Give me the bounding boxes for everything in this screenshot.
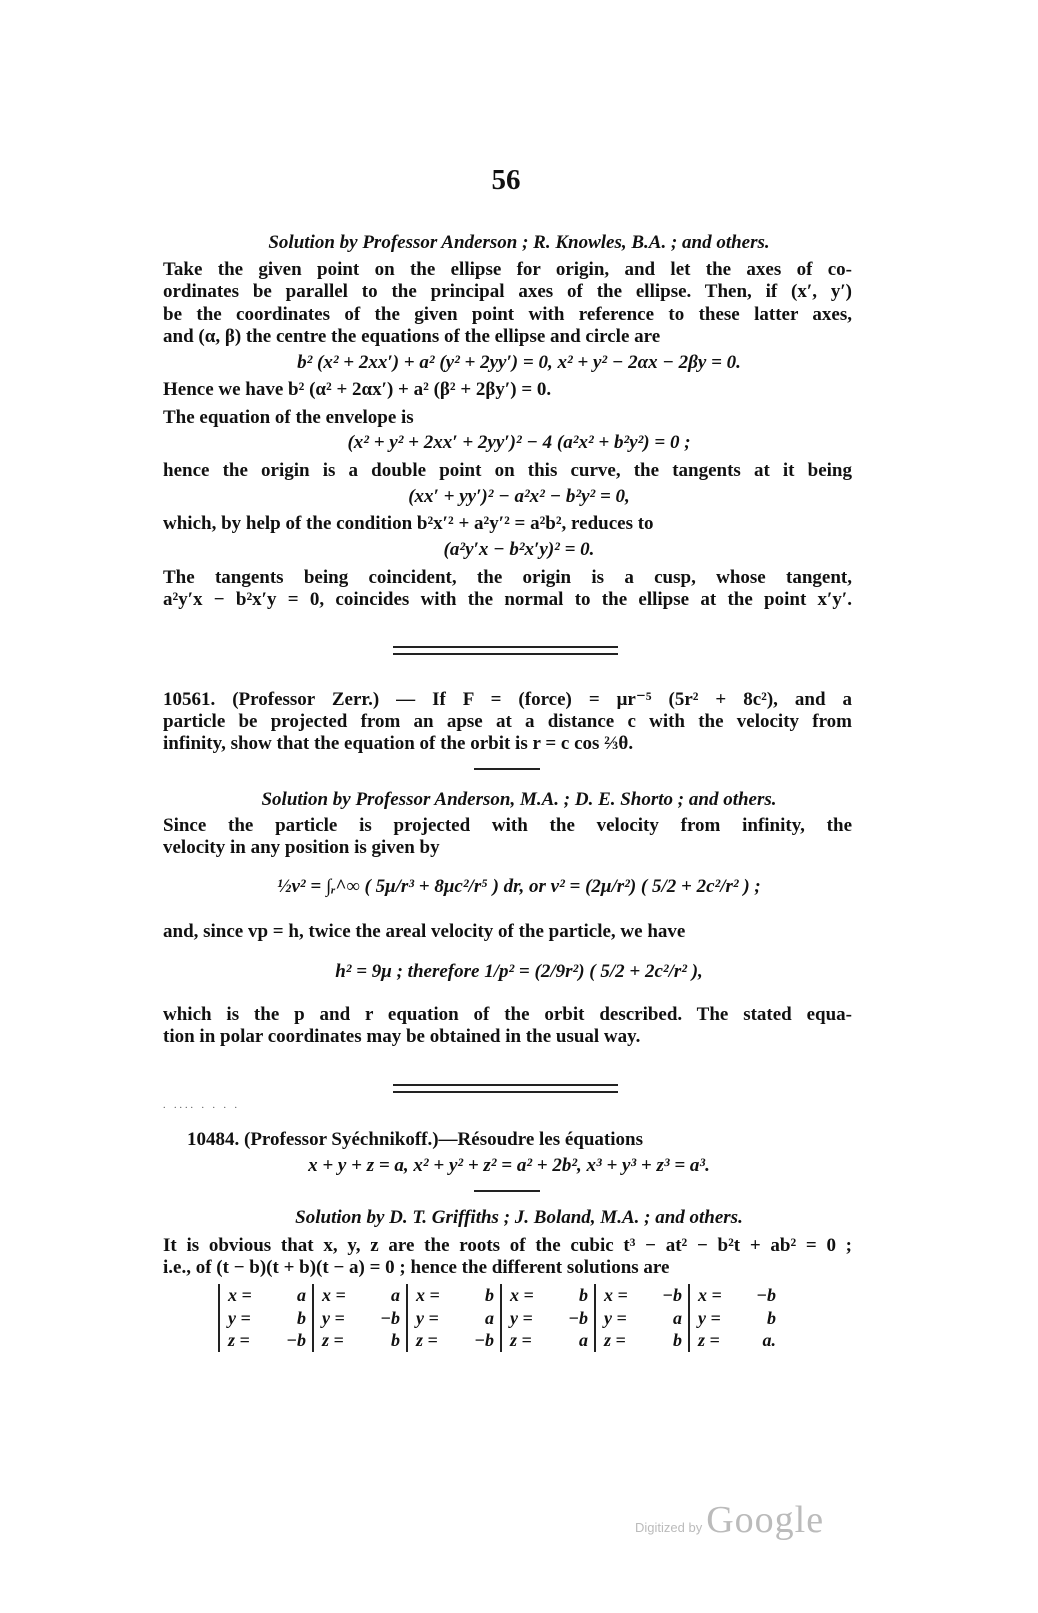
equation: (x² + y² + 2xx′ + 2yy′)² − 4 (a²x² + b²y²) = 0 ; <box>347 432 691 453</box>
variable-value: −b <box>662 1285 682 1305</box>
paragraph-line: a²y′x − b²x′y = 0, coincides with the normal to the ellipse at the point x′y′. <box>163 589 852 610</box>
paragraph-line: Take the given point on the ellipse for origin, and let the axes of co- <box>163 259 852 280</box>
solution-row <box>322 1284 400 1307</box>
variable-value: b <box>297 1307 306 1328</box>
variable-value: a <box>297 1285 306 1305</box>
variable-value: −b <box>756 1285 776 1305</box>
solution-column <box>594 1284 688 1352</box>
paragraph-line: be the coordinates of the given point with reference to these latter axes, <box>163 304 852 325</box>
solution-row <box>604 1307 682 1330</box>
variable-value: b <box>767 1307 776 1328</box>
watermark-logo: Google <box>706 1499 825 1541</box>
variable-value: b <box>673 1330 682 1350</box>
variable-label: y = <box>322 1307 345 1328</box>
variable-value: a. <box>762 1330 776 1350</box>
variable-label: z = <box>228 1330 250 1350</box>
paragraph-line: tion in polar coordinates may be obtained in the usual way. <box>163 1026 641 1047</box>
solution-row <box>510 1329 588 1352</box>
variable-label: x = <box>228 1285 252 1305</box>
solution-row <box>228 1329 306 1352</box>
solution-row <box>698 1329 776 1352</box>
variable-value: b <box>485 1285 494 1305</box>
equation: ½v² = ∫ᵣ^∞ ( 5μ/r³ + 8μc²/r⁵ ) dr, or v² = (2μ/r²) ( 5/2 + 2c²/r² ) ; <box>277 876 761 897</box>
solutions-table <box>218 1284 782 1352</box>
page-number: 56 <box>491 164 521 196</box>
solution-column <box>218 1284 312 1352</box>
variable-label: z = <box>604 1330 626 1350</box>
short-rule <box>474 768 540 770</box>
variable-label: x = <box>322 1285 346 1305</box>
variable-label: y = <box>604 1307 627 1328</box>
solution-row <box>228 1307 306 1330</box>
paragraph-line: Hence we have b² (α² + 2αx′) + a² (β² + 2βy′) = 0. <box>163 379 552 400</box>
watermark <box>635 1498 824 1542</box>
variable-label: x = <box>510 1285 534 1305</box>
question-text: 10484. (Professor Syéchnikoff.)—Résoudre les équations <box>187 1129 643 1150</box>
paragraph-line: velocity in any position is given by <box>163 837 440 858</box>
variable-label: y = <box>228 1307 251 1328</box>
paragraph-line: and (α, β) the centre the equations of the ellipse and circle are <box>163 326 661 347</box>
variable-value: b <box>391 1330 400 1350</box>
solution-row <box>510 1307 588 1330</box>
question-text: infinity, show that the equation of the orbit is r = c cos ⅔θ. <box>163 733 634 754</box>
equation: h² = 9μ ; therefore 1/p² = (2/9r²) ( 5/2 + 2c²/r² ), <box>335 961 703 982</box>
variable-value: b <box>579 1285 588 1305</box>
paragraph-line: The equation of the envelope is <box>163 407 414 428</box>
section-divider <box>393 646 618 655</box>
paragraph-line: i.e., of (t − b)(t + b)(t − a) = 0 ; hence the different solutions are <box>163 1257 670 1278</box>
solution-row <box>416 1307 494 1330</box>
scan-specks: . .... . . . . <box>163 1100 240 1111</box>
paragraph-line: which, by help of the condition b²x′² + a²y′² = a²b², reduces to <box>163 513 654 534</box>
variable-value: a <box>673 1307 682 1328</box>
variable-label: x = <box>604 1285 628 1305</box>
solution-row <box>698 1284 776 1307</box>
variable-label: z = <box>322 1330 344 1350</box>
variable-label: x = <box>416 1285 440 1305</box>
paragraph-line: It is obvious that x, y, z are the roots of the cubic t³ − at² − b²t + ab² = 0 ; <box>163 1235 852 1256</box>
solution-column <box>500 1284 594 1352</box>
equation: (a²y′x − b²x′y)² = 0. <box>443 539 595 560</box>
solution-row <box>322 1307 400 1330</box>
solution-row <box>604 1329 682 1352</box>
solution-row <box>604 1284 682 1307</box>
equation: (xx′ + yy′)² − a²x² − b²y² = 0, <box>408 486 630 507</box>
variable-label: x = <box>698 1285 722 1305</box>
paragraph-line: which is the p and r equation of the orbit described. The stated equa- <box>163 1004 852 1025</box>
solution-row <box>322 1329 400 1352</box>
solution-row <box>228 1284 306 1307</box>
solution-row <box>698 1307 776 1330</box>
paragraph-line: and, since vp = h, twice the areal velocity of the particle, we have <box>163 921 686 942</box>
paragraph-line: The tangents being coincident, the origin is a cusp, whose tangent, <box>163 567 852 588</box>
variable-label: z = <box>510 1330 532 1350</box>
solution-row <box>416 1284 494 1307</box>
variable-label: y = <box>510 1307 533 1328</box>
solution-byline: Solution by Professor Anderson, M.A. ; D. E. Shorto ; and others. <box>261 789 777 810</box>
section-divider <box>393 1084 618 1093</box>
variable-label: z = <box>416 1330 438 1350</box>
variable-label: y = <box>416 1307 439 1328</box>
paragraph-line: Since the particle is projected with the velocity from infinity, the <box>163 815 852 836</box>
solution-row <box>510 1284 588 1307</box>
solution-column <box>312 1284 406 1352</box>
variable-value: a <box>485 1307 494 1328</box>
short-rule <box>474 1190 540 1192</box>
solution-column <box>406 1284 500 1352</box>
variable-label: z = <box>698 1330 720 1350</box>
question-text: x + y + z = a, x² + y² + z² = a² + 2b², x³ + y³ + z³ = a³. <box>308 1155 710 1176</box>
variable-value: a <box>391 1285 400 1305</box>
variable-value: −b <box>474 1330 494 1350</box>
solution-byline: Solution by Professor Anderson ; R. Knowles, B.A. ; and others. <box>268 232 770 253</box>
variable-value: a <box>579 1330 588 1350</box>
question-text: particle be projected from an apse at a distance c with the velocity from <box>163 711 852 732</box>
solution-row <box>416 1329 494 1352</box>
paragraph-line: hence the origin is a double point on this curve, the tangents at it being <box>163 460 852 481</box>
solution-byline: Solution by D. T. Griffiths ; J. Boland, M.A. ; and others. <box>295 1207 743 1228</box>
solution-column <box>688 1284 782 1352</box>
variable-value: −b <box>286 1330 306 1350</box>
watermark-prefix: Digitized by <box>635 1520 703 1535</box>
paragraph-line: ordinates be parallel to the principal axes of the ellipse. Then, if (x′, y′) <box>163 281 852 302</box>
variable-label: y = <box>698 1307 721 1328</box>
question-text: 10561. (Professor Zerr.) — If F = (force) = μr⁻⁵ (5r² + 8c²), and a <box>163 689 852 710</box>
variable-value: −b <box>380 1307 400 1328</box>
variable-value: −b <box>568 1307 588 1328</box>
equation: b² (x² + 2xx′) + a² (y² + 2yy′) = 0, x² + y² − 2αx − 2βy = 0. <box>297 352 741 373</box>
